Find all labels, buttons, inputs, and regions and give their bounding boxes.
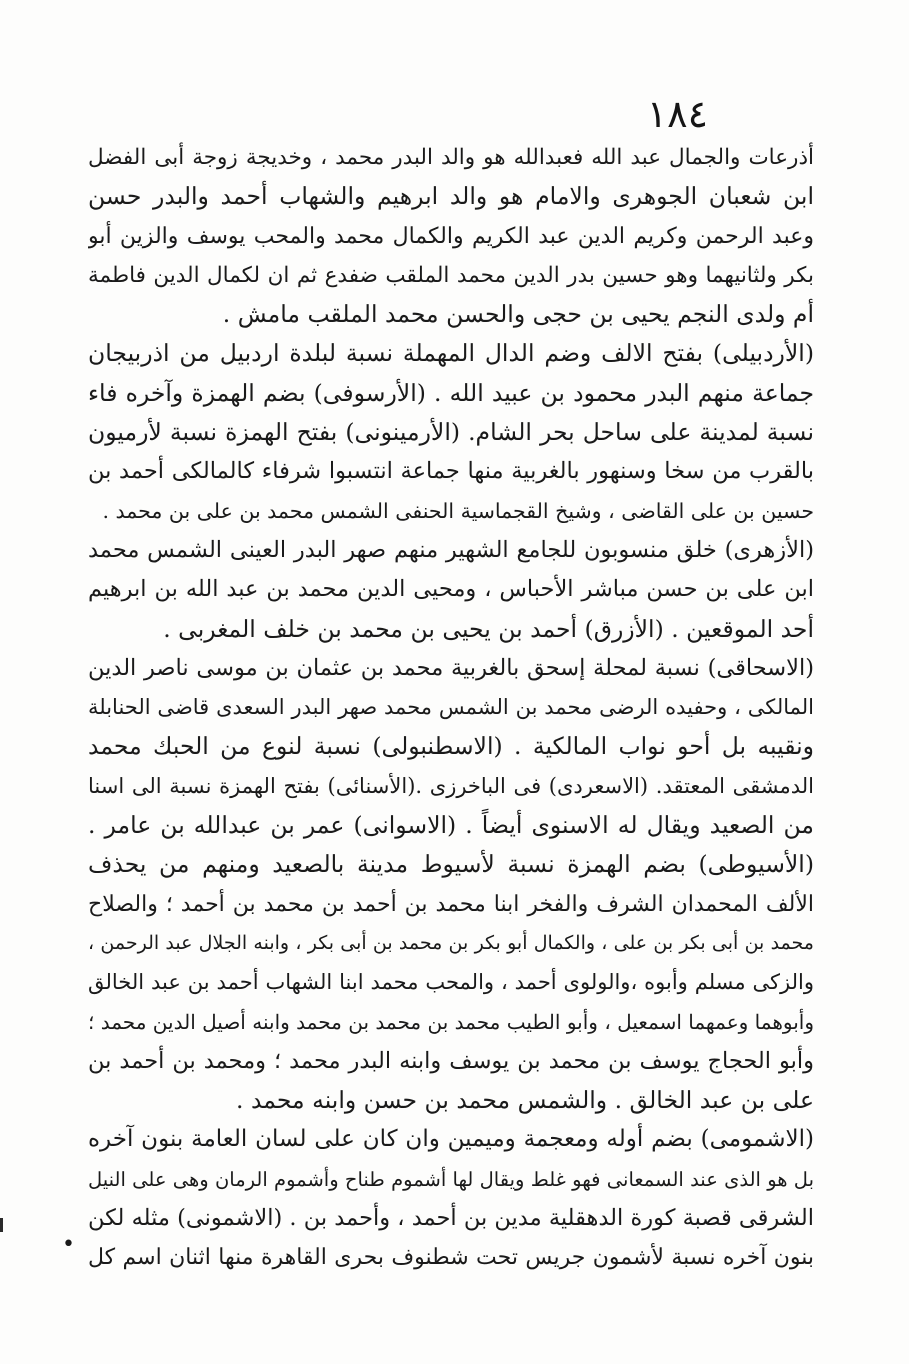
text-line: أذرعات والجمال عبد الله فعبدالله هو والد البدر محمد ، وخديجة زوجة أبى الفضل	[88, 145, 814, 170]
text-line: بل هو الذى عند السمعانى فهو غلط ويقال لها أشموم طناح وأشموم الرمان وهى على النيل	[88, 1167, 814, 1191]
text-line: ونقيبه بل أحو نواب المالكية . (الاسطنبولى) نسبة لنوع من الحبك محمد	[88, 732, 814, 761]
text-line: الشرقى قصبة كورة الدهقلية مدين بن أحمد ، وأحمد بن . (الاشمونى) مثله لكن	[88, 1205, 814, 1232]
text-line: نسبة لمدينة على ساحل بحر الشام. (الأرمينونى) بفتح الهمزة نسبة لأرميون	[88, 418, 814, 447]
text-line: (الأسيوطى) بضم الهمزة نسبة لأسيوط مدينة بالصعيد ومنهم من يحذف	[88, 850, 814, 879]
text-line: (الأردبيلى) بفتح الالف وضم الدال المهملة نسبة لبلدة اردبيل من اذربيجان	[88, 339, 814, 368]
text-line: (الاشمومى) بضم أوله ومعجمة وميمين وان كان على لسان العامة بنون آخره	[88, 1126, 814, 1153]
text-line: ابن على بن حسن مباشر الأحباس ، ومحيى الدين محمد بن عبد الله بن ابرهيم	[88, 576, 814, 603]
text-line: بكر ولثانيهما وهو حسين بدر الدين محمد الملقب ضفدع ثم ان لكمال الدين فاطمة	[88, 262, 814, 288]
text-line: من الصعيد ويقال له الاسنوى أيضاً . (الاسوانى) عمر بن عبدالله بن عامر .	[88, 811, 814, 840]
margin-dot: •	[62, 1232, 75, 1257]
text-line: محمد بن أبى بكر بن على ، والكمال أبو بكر بن محمد بن أبى بكر ، وابنه الجلال عبد الرحمن ،	[88, 931, 814, 954]
text-line: (الاسحاقى) نسبة لمحلة إسحق بالغربية محمد بن عثمان بن موسى ناصر الدين	[88, 654, 814, 681]
text-line: بنون آخره نسبة لأشمون جريس تحت شطنوف بحرى القاهرة منها اثنان اسم كل	[88, 1245, 814, 1271]
text-line: (الأزهرى) خلق منسوبون للجامع الشهير منهم صهر البدر العينى الشمس محمد	[88, 536, 814, 563]
text-line: وأبوهما وعمهما اسمعيل ، وأبو الطيب محمد بن محمد بن محمد وابنه أصيل الدين محمد ؛	[88, 1009, 814, 1034]
text-line: أم ولدى النجم يحيى بن حجى والحسن محمد الملقب مامش .	[222, 300, 814, 329]
text-line: أحد الموقعين . (الأزرق) أحمد بن يحيى بن محمد بن خلف المغربى .	[163, 614, 814, 643]
text-line: بالقرب من سخا وسنهور بالغربية منها جماعة انتسبوا شرفاء كالمالكى أحمد بن	[88, 458, 814, 485]
page-edge-mark	[0, 1218, 3, 1232]
page-number: ١٨٤	[646, 92, 708, 136]
text-line: على بن عبد الخالق . والشمس محمد بن حسن وابنه محمد .	[236, 1086, 814, 1115]
text-line: جماعة منهم البدر محمود بن عبيد الله . (الأرسوفى) بضم الهمزة وآخره فاء	[88, 378, 814, 407]
text-line: الألف المحمدان الشرف والفخر ابنا محمد بن أحمد بن محمد بن أحمد ؛ والصلاح	[88, 891, 814, 917]
text-line: ابن شعبان الجوهرى والامام هو والد ابرهيم والشهاب أحمد والبدر حسن	[88, 182, 814, 211]
text-line: الدمشقى المعتقد. (الاسعردى) فى الباخرزى .(الأسنائى) بفتح الهمزة نسبة الى اسنا	[88, 773, 814, 798]
text-line: حسين بن على القاضى ، وشيخ القجماسية الحنفى الشمس محمد بن على بن محمد .	[102, 498, 814, 523]
text-line: وعبد الرحمن وكريم الدين عبد الكريم والكمال محمد والمحب يوسف والزين أبو	[88, 223, 814, 249]
text-line: والزكى مسلم وأبوه ،والولوى أحمد ، والمحب محمد ابنا الشهاب أحمد بن عبد الخالق	[88, 970, 814, 995]
text-line: المالكى ، وحفيده الرضى محمد بن الشمس محمد صهر البدر السعدى قاضى الحنابلة	[88, 695, 814, 720]
text-line: وأبو الحجاج يوسف بن محمد بن يوسف وابنه البدر محمد ؛ ومحمد بن أحمد بن	[88, 1047, 814, 1074]
body-text	[88, 138, 814, 1278]
